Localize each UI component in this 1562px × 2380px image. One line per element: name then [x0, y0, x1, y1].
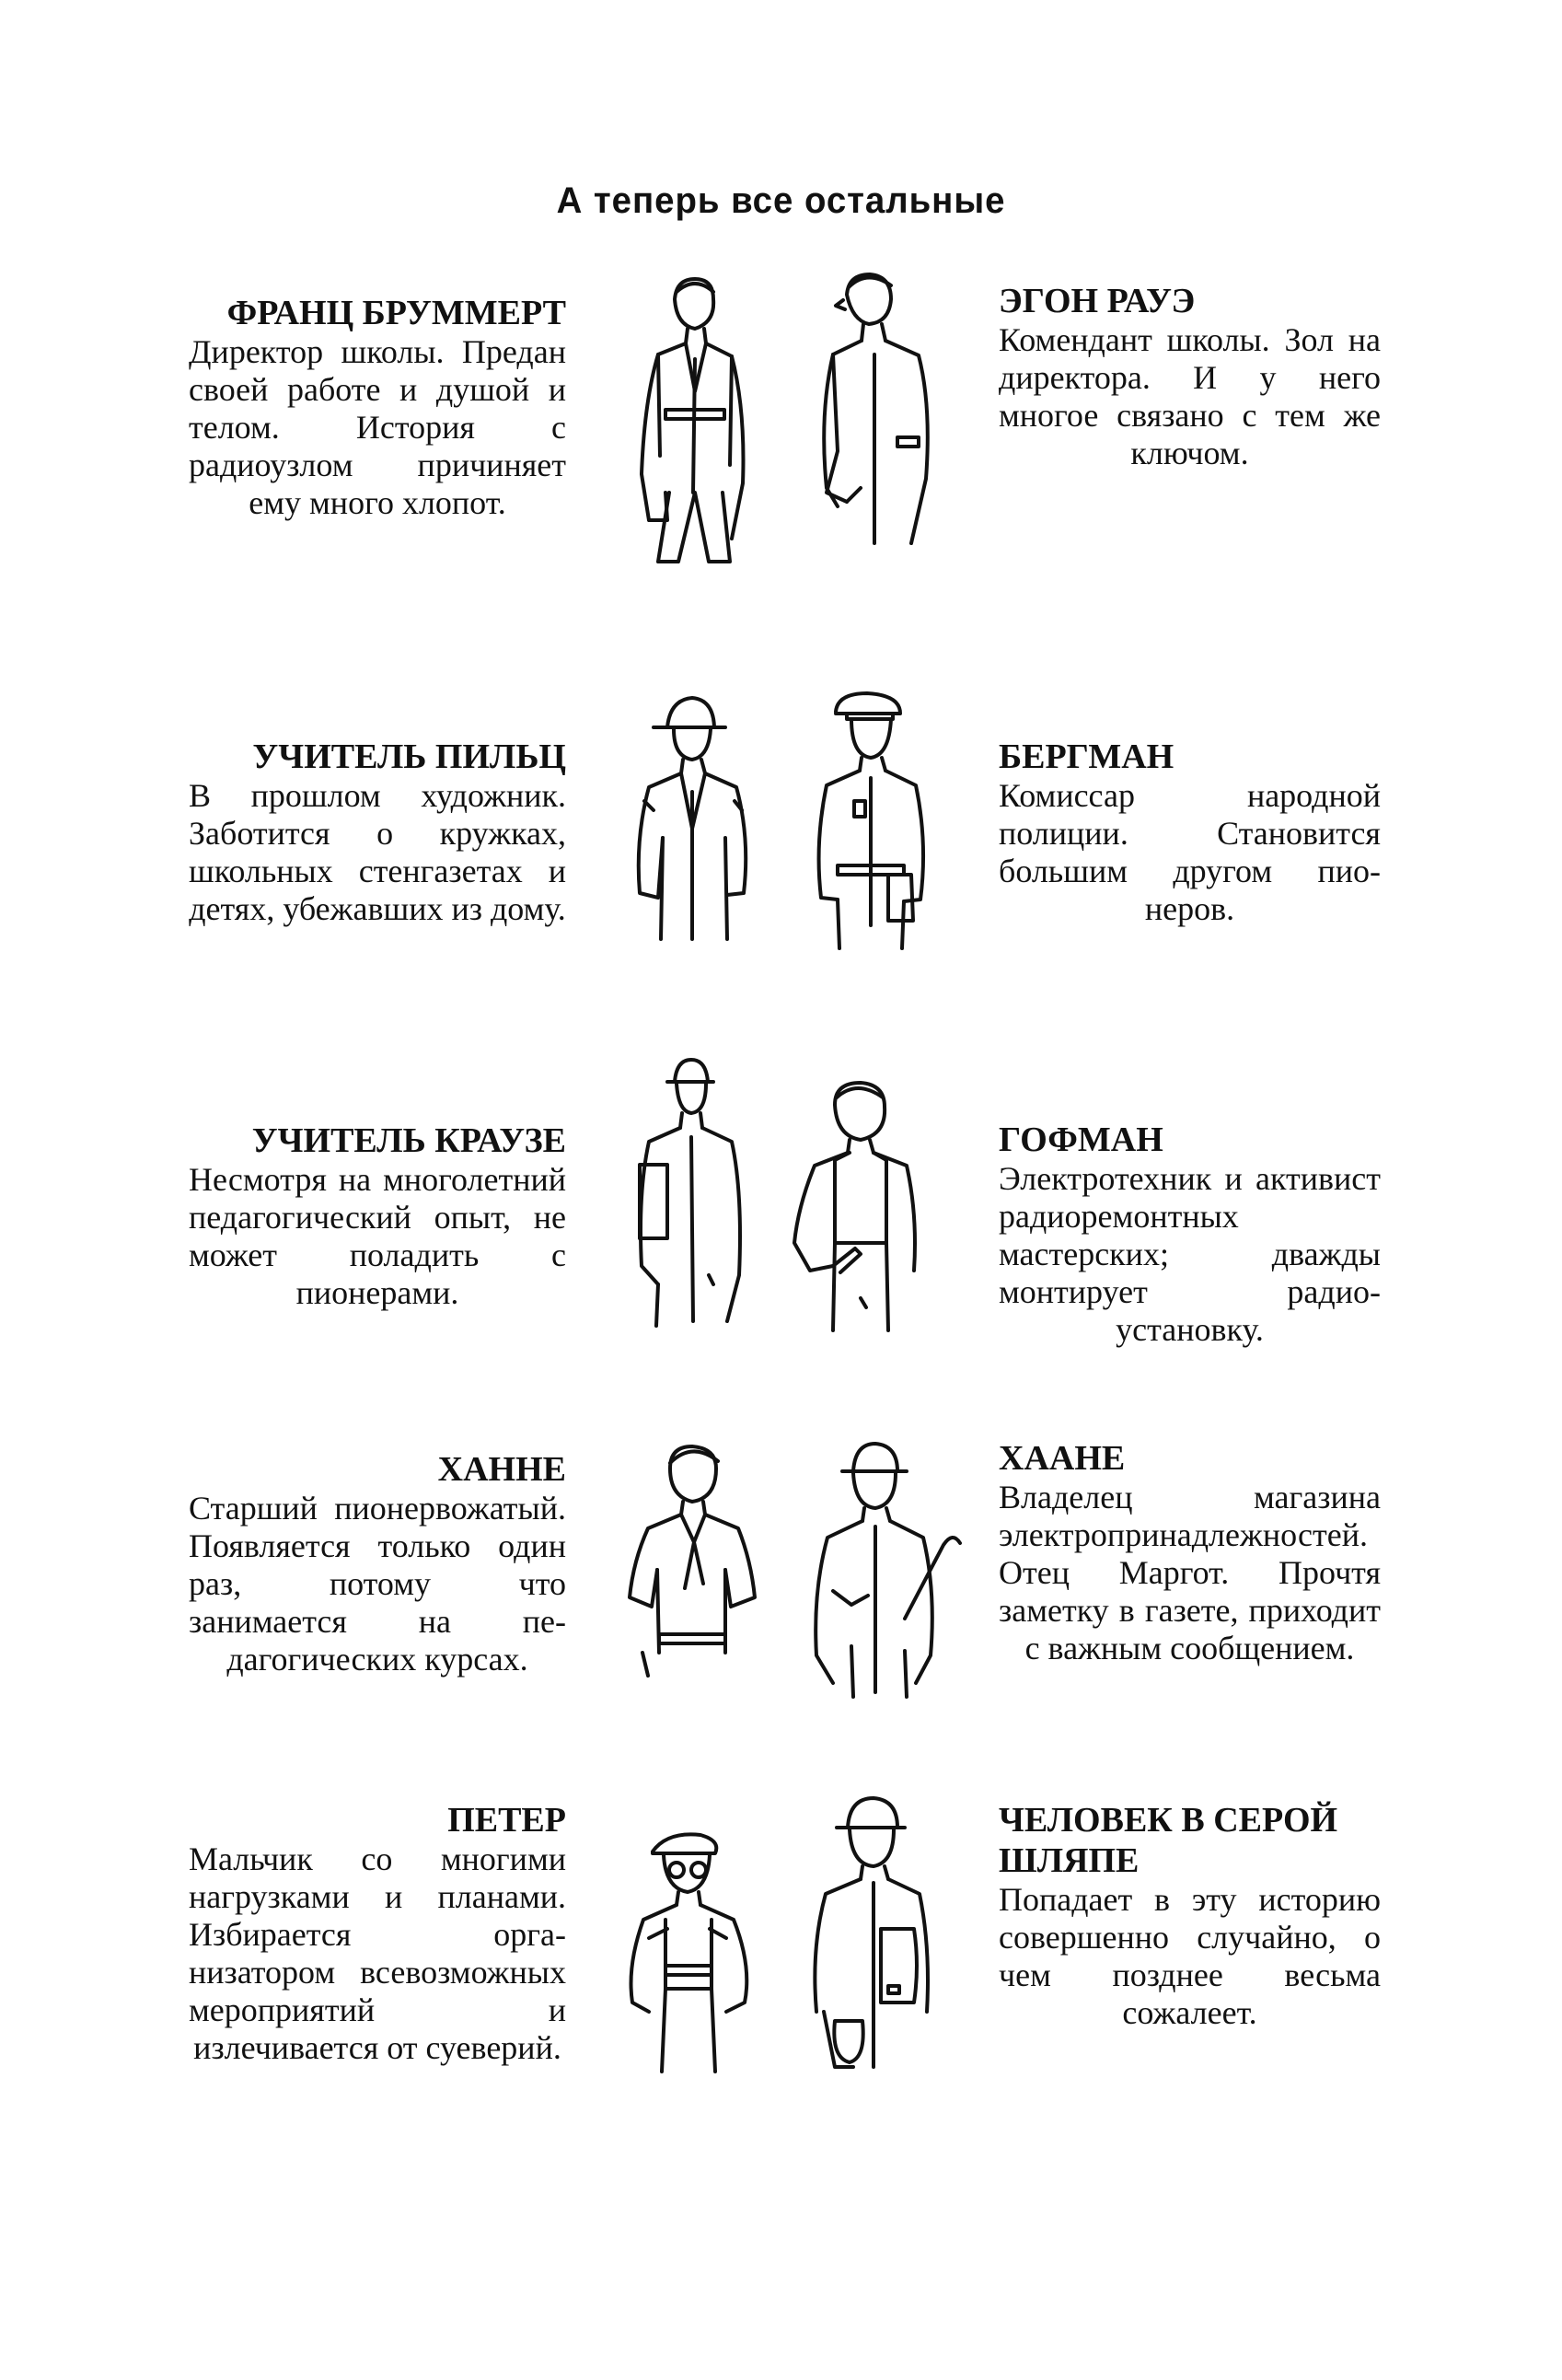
peter-figure — [612, 1828, 769, 2076]
bergmann-figure — [801, 686, 939, 953]
character-name: ЭГОН РАУЭ — [999, 282, 1196, 320]
character-description: Мальчик со многими нагрузками и планами. Избирается организатором всевозможных мероприятий и излечивается от суеверий. — [189, 1840, 566, 2066]
character-name: ГОФМАН — [999, 1120, 1163, 1159]
character-description: Попадает в эту историю совершенно случайно, о чем позднее весьма сожалеет. — [999, 1881, 1381, 2031]
character-description: Электротехник и активист радиоремонтных мастерских; дважды монтирует радиоустановку. — [999, 1160, 1381, 1348]
character-description: Несмотря на многолетний педагогический опыт, не может поладить с пионерами. — [189, 1161, 566, 1311]
character-egon-raue — [999, 281, 1381, 472]
haane-figure — [796, 1434, 962, 1701]
teacher-pilz-figure — [617, 691, 764, 948]
character-name: ХАННЕ — [437, 1450, 566, 1489]
page-title: А теперь все остальные — [556, 180, 1006, 221]
character-description: Директор школы. Предан своей работе и душой и телом. История с радиоузлом причиняет ему много хлопот. — [189, 333, 566, 521]
egon-raue-figure — [810, 267, 948, 562]
character-name: ХААНЕ — [999, 1439, 1126, 1478]
grey-hat-man-figure — [796, 1791, 934, 2076]
franz-brummert-figure — [621, 272, 759, 566]
character-name: УЧИТЕЛЬ ПИЛЬЦ — [252, 737, 566, 776]
character-grey-hat-man — [999, 1800, 1381, 2032]
character-haane — [999, 1438, 1381, 1667]
character-bergmann — [999, 737, 1381, 928]
hanne-figure — [617, 1441, 764, 1680]
character-description: Комиссар народной полиции. Становится большим другом пионеров. — [999, 777, 1381, 927]
character-teacher-pilz — [189, 737, 566, 928]
character-hofmann — [999, 1120, 1381, 1349]
character-peter — [189, 1800, 566, 2067]
character-teacher-krause — [189, 1120, 566, 1312]
character-description: В прошлом художник. Заботится о кружках, школьных стенгазетах и детях, убежавших из дому. — [189, 777, 566, 927]
character-franz-brummert — [189, 293, 566, 522]
character-hanne — [189, 1449, 566, 1678]
hofmann-figure — [778, 1077, 934, 1335]
character-description: Владелец магазина электропринадлежностей. Отец Маргот. Прочтя заметку в газете, приходит с важным сообщением. — [999, 1479, 1381, 1666]
character-name: ФРАНЦ БРУММЕРТ — [226, 294, 566, 332]
teacher-krause-figure — [621, 1054, 759, 1330]
character-description: Старший пионервожатый. Появляется только один раз, потому что занимается на педагогических курсах. — [189, 1490, 566, 1678]
character-name: ПЕТЕР — [447, 1801, 566, 1840]
character-name: УЧИТЕЛЬ КРАУЗЕ — [251, 1121, 566, 1160]
character-description: Комендант школы. Зол на директора. И у него многое связано с тем же ключом. — [999, 321, 1381, 471]
character-name: БЕРГМАН — [999, 737, 1174, 776]
character-name: ЧЕЛОВЕК В СЕРОЙ ШЛЯПЕ — [999, 1801, 1338, 1880]
